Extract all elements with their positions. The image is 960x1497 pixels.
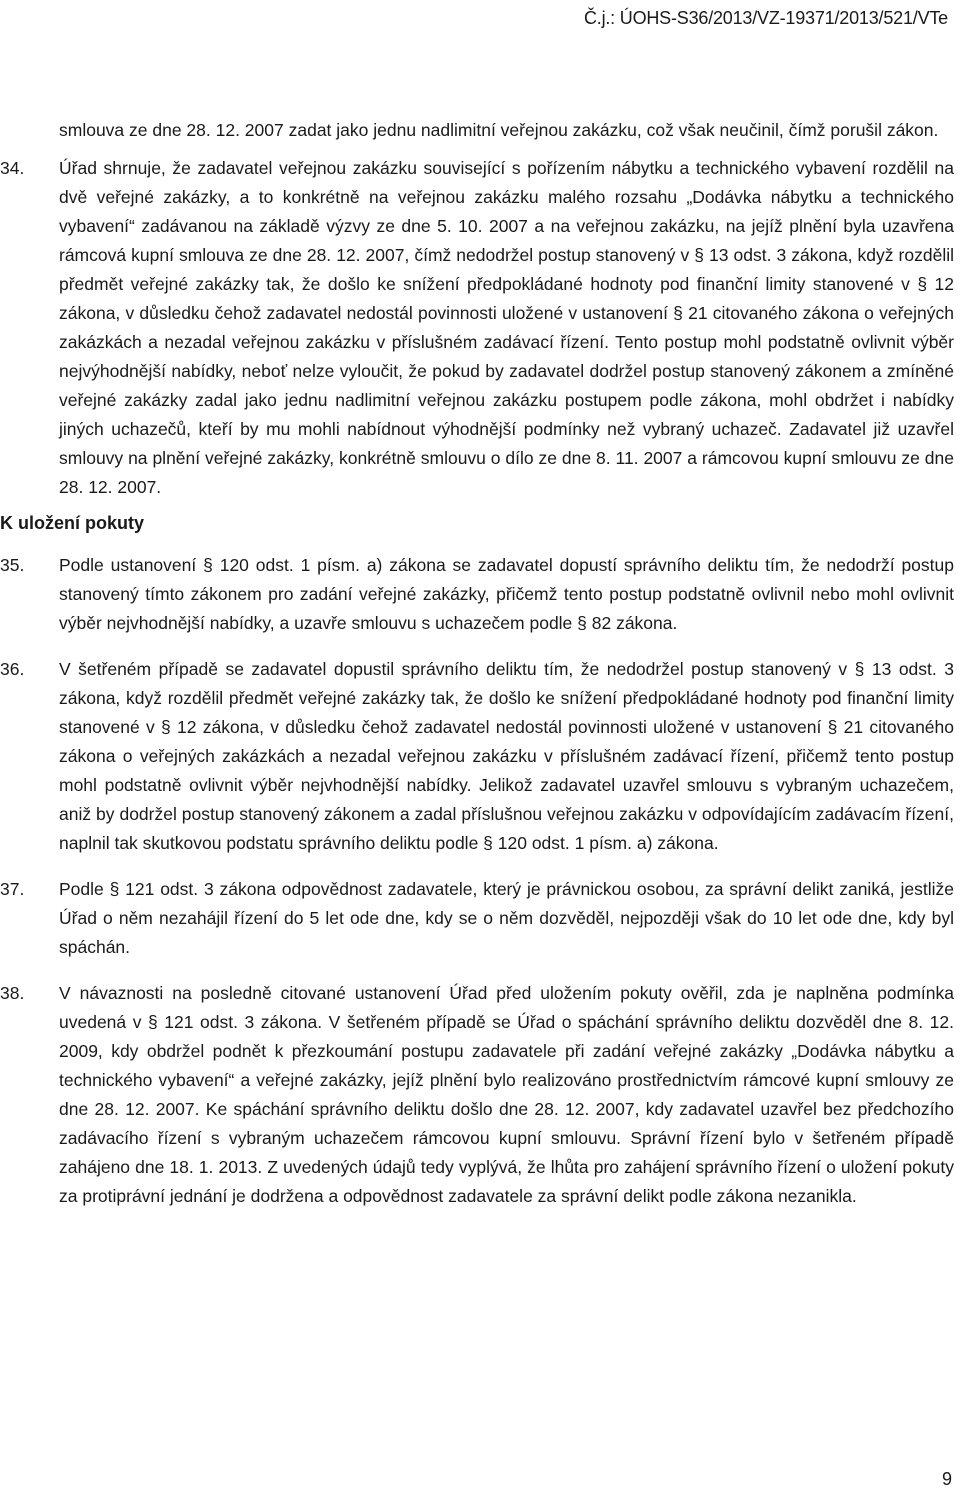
paragraph-continuation (0, 116, 960, 145)
paragraph-number: 37. (0, 879, 25, 899)
paragraph-text: Podle ustanovení § 120 odst. 1 písm. a) zákona se zadavatel dopustí správního deliktu tím, že nedodrží postup stanovený tímto zákonem pro zadání veřejné zakázky, přičemž tento postup podstatně ovlivnil nebo mohl ovlivnit výběr nejvhodnější nabídky, a uzavře smlouvu s uchazečem podle § 82 zákona. (59, 555, 954, 633)
paragraph-number: 36. (0, 659, 25, 679)
paragraph-number: 34. (0, 158, 25, 178)
paragraph-text: Podle § 121 odst. 3 zákona odpovědnost zadavatele, který je právnickou osobou, za správní delikt zaniká, jestliže Úřad o něm nezahájil řízení do 5 let ode dne, kdy se o něm dozvěděl, nejpozději však do 10 let ode dne, kdy byl spáchán. (59, 879, 954, 957)
paragraph-text: V šetřeném případě se zadavatel dopustil správního deliktu tím, že nedodržel postup stanovený v § 13 odst. 3 zákona, když rozdělil předmět veřejné zakázky tak, že došlo ke snížení předpokládané hodnoty pod finanční limity stanovené v § 12 zákona, v důsledku čehož zadavatel nedostál povinnosti uložené v ustanovení § 21 citovaného zákona o veřejných zakázkách a nezadal veřejnou zakázku v příslušném zadávací řízení, přičemž tento postup mohl podstatně ovlivnit výběr nejvhodnější nabídky. Jelikož zadavatel uzavřel smlouvu s vybraným uchazečem, aniž by dodržel postup stanovený zákonem a zadal příslušnou veřejnou zakázku v odpovídajícím zadávacím řízení, naplnil tak skutkovou podstatu správního deliktu podle § 120 odst. 1 písm. a) zákona. (59, 659, 954, 853)
paragraph-number: 38. (0, 983, 25, 1003)
paragraph-35 (0, 551, 960, 638)
paragraph-38 (0, 979, 960, 1211)
section-heading: K uložení pokuty (0, 513, 144, 533)
document-reference-number: Č.j.: ÚOHS-S36/2013/VZ-19371/2013/521/VTe (583, 8, 948, 28)
paragraph-text: Úřad shrnuje, že zadavatel veřejnou zakázku související s pořízením nábytku a technického vybavení rozdělil na dvě veřejné zakázky, a to konkrétně na veřejnou zakázku malého rozsahu „Dodávka nábytku a technického vybavení“ zadávanou na základě výzvy ze dne 5. 10. 2007 a na veřejnou zakázku, na jejíž plnění byla uzavřena rámcová kupní smlouva ze dne 28. 12. 2007, čímž nedodržel postup stanovený v § 13 odst. 3 zákona, když rozdělil předmět veřejné zakázky tak, že došlo ke snížení předpokládané hodnoty pod finanční limity stanovené v § 12 zákona, v důsledku čehož zadavatel nedostál povinnosti uložené v ustanovení § 21 citovaného zákona o veřejných zakázkách a nezadal veřejnou zakázku v příslušném zadávací řízení. Tento postup mohl podstatně ovlivnit výběr nejvýhodnější nabídky, neboť nelze vyloučit, že pokud by zadavatel dodržel postup stanovený zákonem a zmíněné veřejné zakázky zadal jako jednu nadlimitní veřejnou zakázku postupem podle zákona, mohl obdržet i nabídky jiných uchazečů, kteří by mu mohli nabídnout výhodnější podmínky než vybraný uchazeč. Zadavatel již uzavřel smlouvy na plnění veřejné zakázky, konkrétně smlouvu o dílo ze dne 8. 11. 2007 a rámcovou kupní smlouvu ze dne 28. 12. 2007. (59, 158, 954, 497)
paragraph-34 (0, 154, 960, 502)
page-number: 9 (941, 1469, 952, 1489)
paragraph-37 (0, 875, 960, 962)
paragraph-36 (0, 655, 960, 858)
paragraph-number: 35. (0, 555, 25, 575)
paragraph-text: V návaznosti na posledně citované ustanovení Úřad před uložením pokuty ověřil, zda je naplněna podmínka uvedená v § 121 odst. 3 zákona. V šetřeném případě se Úřad o spáchání správního deliktu dozvěděl dne 8. 12. 2009, kdy obdržel podnět k přezkoumání postupu zadavatele při zadání veřejné zakázky „Dodávka nábytku a technického vybavení“ a veřejné zakázky, jejíž plnění bylo realizováno prostřednictvím rámcové kupní smlouvy ze dne 28. 12. 2007. Ke spáchání správního deliktu došlo dne 28. 12. 2007, kdy zadavatel uzavřel bez předchozího zadávacího řízení s vybraným uchazečem rámcovou kupní smlouvu. Správní řízení bylo v šetřeném případě zahájeno dne 18. 1. 2013. Z uvedených údajů tedy vyplývá, že lhůta pro zahájení správního řízení o uložení pokuty za protiprávní jednání je dodržena a odpovědnost zadavatele za správní delikt podle zákona nezanikla. (59, 983, 954, 1206)
document-body (0, 116, 960, 1228)
paragraph-text: smlouva ze dne 28. 12. 2007 zadat jako jednu nadlimitní veřejnou zakázku, což však neučinil, čímž porušil zákon. (59, 120, 939, 140)
